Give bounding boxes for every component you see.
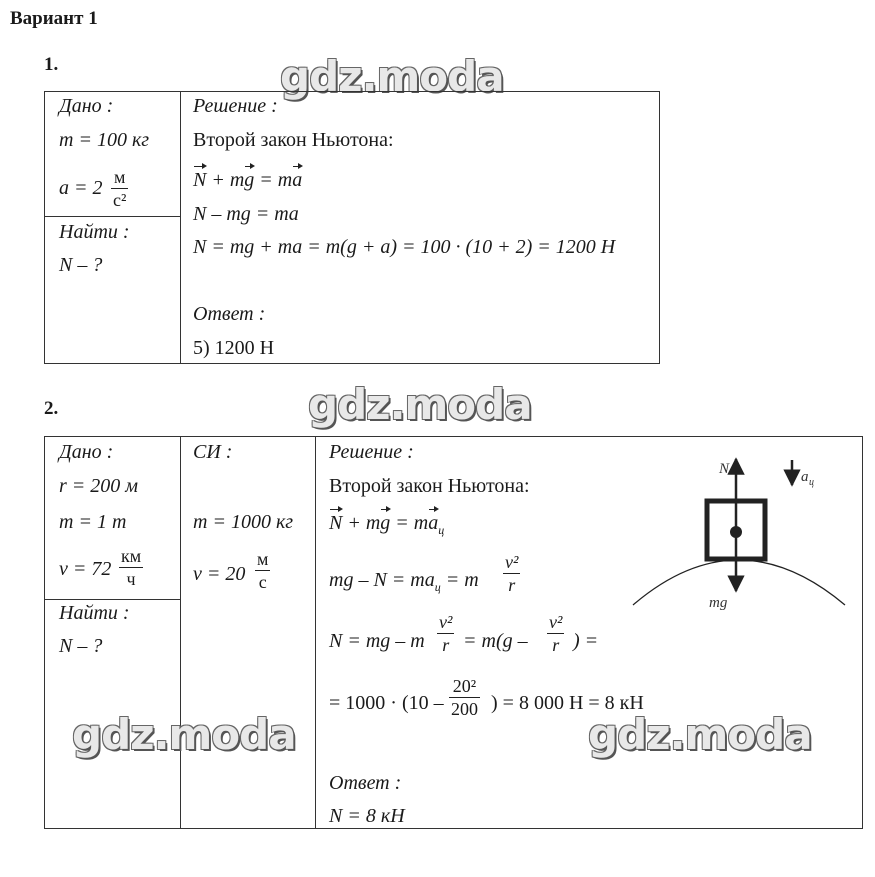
speed-unit: км ч: [121, 546, 142, 589]
acceleration-label: a: [801, 469, 809, 485]
answer-label: Ответ :: [193, 303, 266, 325]
watermark: gdz.moda: [280, 52, 504, 101]
given-speed: v = 72: [59, 558, 112, 580]
answer-value: N = 8 кН: [329, 805, 405, 827]
force-diagram: [625, 445, 861, 615]
si-mass: m = 1000 кг: [193, 511, 294, 533]
answer-label: Ответ :: [329, 772, 402, 794]
newton-law: Второй закон Ньютона:: [193, 129, 394, 151]
find-value: N – ?: [59, 635, 103, 657]
answer-value: 5) 1200 Н: [193, 337, 275, 359]
row-divider: [45, 599, 180, 600]
problem-2-number: 2.: [44, 398, 59, 419]
equation-vector: N + mg = $ma_ц$: [329, 512, 445, 537]
normal-label: N: [719, 461, 730, 477]
find-value: N – ?: [59, 254, 103, 276]
equation-vector: N + mg = ma: [193, 169, 303, 191]
find-label: Найти :: [59, 221, 130, 243]
page-title: Вариант 1: [10, 8, 98, 29]
column-divider: [315, 437, 316, 828]
given-radius: r = 200 м: [59, 475, 139, 497]
newton-law: Второй закон Ньютона:: [329, 475, 530, 497]
si-speed-unit: м с: [257, 549, 269, 592]
given-mass: m = 1 т: [59, 511, 127, 533]
equation-normal-end: ) =: [573, 630, 599, 652]
si-speed: v = 20: [193, 563, 246, 585]
row-divider: [45, 216, 180, 217]
watermark: gdz.moda: [588, 710, 812, 759]
problem-1-number: 1.: [44, 54, 59, 75]
equation-normal: N = mg – m: [329, 630, 425, 652]
given-label: Дано :: [59, 441, 114, 463]
watermark: gdz.moda: [308, 380, 532, 429]
v2-over-r: v² r: [549, 612, 563, 655]
problem-1-table: [44, 91, 660, 364]
equation-result: N = mg + ma = m(g + a) = 100 · (10 + 2) = 1200 Н: [193, 236, 616, 258]
equation-normal-mid: = m(g –: [463, 630, 528, 652]
given-label: Дано :: [59, 95, 114, 117]
accel-unit: м с²: [113, 167, 127, 210]
equation-scalar: mg – $N = ma_ц = m$: [329, 569, 479, 594]
si-label: СИ :: [193, 441, 233, 463]
v2-over-r: v² r: [439, 612, 453, 655]
v2-over-r: v² r: [505, 552, 519, 595]
gravity-label: mg: [709, 595, 728, 611]
arc-surface: [633, 560, 845, 605]
solution-label: Решение :: [193, 95, 278, 117]
equation-numeric: = 1000 · (10 –: [329, 692, 444, 714]
problem-2-table: [44, 436, 863, 829]
watermark: gdz.moda: [72, 710, 296, 759]
find-label: Найти :: [59, 602, 130, 624]
equation-numeric-end: ) = 8 000 Н = 8 кН: [491, 692, 644, 714]
equation-scalar: N – mg = ma: [193, 203, 299, 225]
solution-label: Решение :: [329, 441, 414, 463]
column-divider: [180, 92, 181, 363]
acceleration-subscript: ц: [809, 477, 814, 488]
numeric-fraction: 20² 200: [451, 676, 478, 719]
column-divider: [180, 437, 181, 828]
given-accel: a = 2: [59, 177, 103, 199]
given-mass: m = 100 кг: [59, 129, 150, 151]
